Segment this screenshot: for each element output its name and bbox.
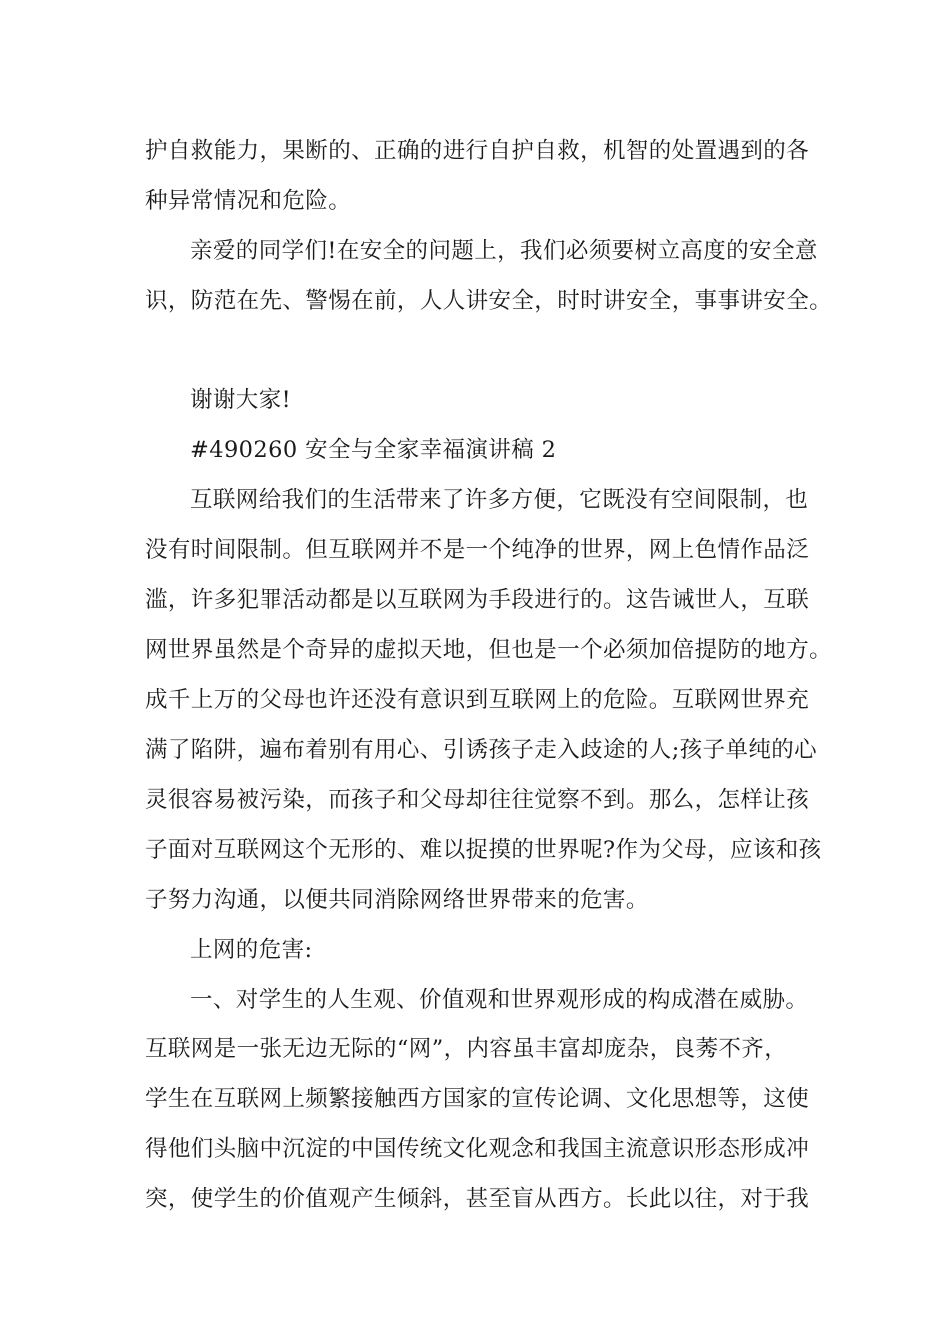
closing-line: 谢谢大家! xyxy=(190,387,292,413)
paragraph-line: 子面对互联网这个无形的、难以捉摸的世界呢?作为父母，应该和孩 xyxy=(145,837,822,863)
paragraph-line: 子努力沟通，以便共同消除网络世界带来的危害。 xyxy=(145,887,649,913)
paragraph-line: 互联网给我们的生活带来了许多方便，它既没有空间限制，也 xyxy=(190,487,809,513)
paragraph-line: 突，使学生的价值观产生倾斜，甚至盲从西方。长此以往，对于我 xyxy=(145,1186,810,1212)
paragraph-line: 一、对学生的人生观、价值观和世界观形成的构成潜在威胁。 xyxy=(190,987,809,1013)
paragraph-line: 成千上万的父母也许还没有意识到互联网上的危险。互联网世界充 xyxy=(145,687,810,713)
paragraph-line: 得他们头脑中沉淀的中国传统文化观念和我国主流意识形态形成冲 xyxy=(145,1136,810,1162)
paragraph-line: 亲爱的同学们!在安全的问题上，我们必须要树立高度的安全意 xyxy=(190,238,818,264)
section-heading: #490260 安全与全家幸福演讲稿 2 xyxy=(190,437,557,463)
subheading: 上网的危害: xyxy=(190,937,313,963)
paragraph-line: 网世界虽然是个奇异的虚拟天地，但也是一个必须加倍提防的地方。 xyxy=(145,637,833,663)
paragraph-line: 学生在互联网上频繁接触西方国家的宣传论调、文化思想等，这使 xyxy=(145,1086,810,1112)
paragraph-line: 灵很容易被污染，而孩子和父母却往往觉察不到。那么，怎样让孩 xyxy=(145,787,810,813)
paragraph-line: 没有时间限制。但互联网并不是一个纯净的世界，网上色情作品泛 xyxy=(145,537,810,563)
paragraph-line: 满了陷阱，遍布着别有用心、引诱孩子走入歧途的人;孩子单纯的心 xyxy=(145,737,818,763)
paragraph-line: 互联网是一张无边无际的“网”，内容虽丰富却庞杂，良莠不齐， xyxy=(145,1036,788,1062)
paragraph-line: 护自救能力，果断的、正确的进行自护自救，机智的处置遇到的各 xyxy=(145,138,810,164)
paragraph-line: 种异常情况和危险。 xyxy=(145,188,352,214)
paragraph-line: 滥，许多犯罪活动都是以互联网为手段进行的。这告诫世人，互联 xyxy=(145,587,810,613)
paragraph-line: 识，防范在先、警惕在前，人人讲安全，时时讲安全，事事讲安全。 xyxy=(145,288,833,314)
